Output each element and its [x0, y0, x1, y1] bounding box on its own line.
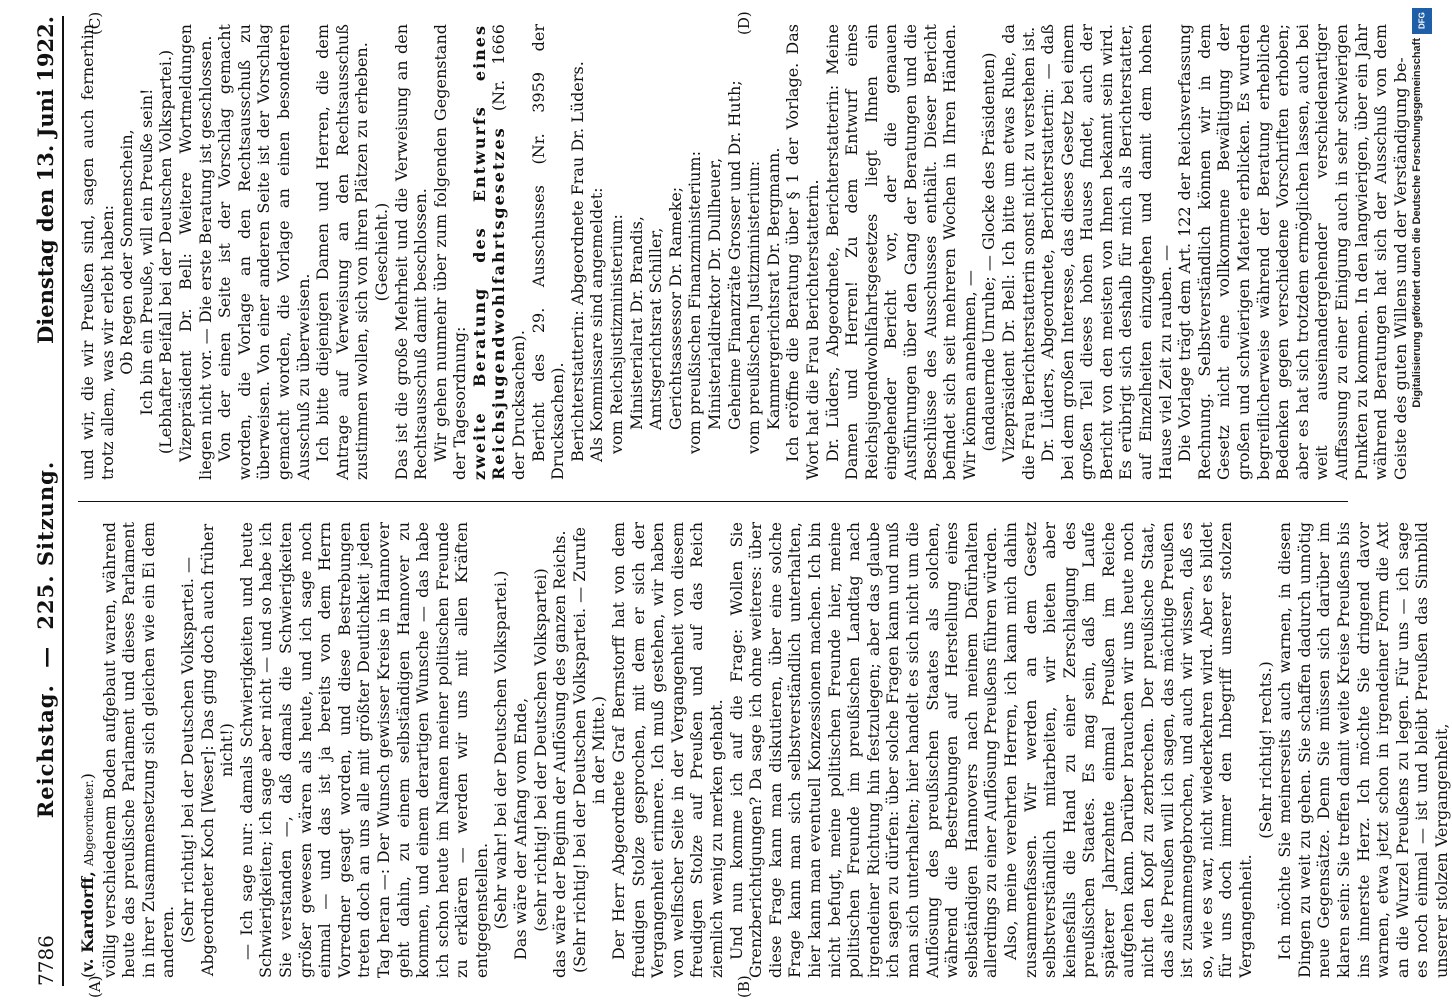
margin-marker-c: (C)	[86, 11, 104, 35]
digitization-credit	[1405, 8, 1429, 992]
margin-marker-b: (B)	[735, 975, 753, 998]
commissioner-line: Geheime Finanzräte Grosser und Dr. Huth;	[724, 80, 744, 430]
margin-marker-d: (D)	[735, 11, 753, 35]
commissioner-line: Amtsgerichtsrat Schiller,	[646, 227, 666, 430]
header-title: Reichstag. — 225. Sitzung.	[33, 460, 58, 819]
left-column	[78, 522, 1451, 978]
paragraph: Dr. Lüders, Abgeordnete, Berichterstatterin: — daß bei dem großen Interesse, das dieses Gesetz bei einem großen Teil dieses hohen Hauses findet, auch der Bericht von den meisten von Ihnen bekannt sein wird. Es erübrigt sich deshalb für mich als Berichterstatter, auf Einzelheiten einzugehen und damit dem hohen Hause viel Zeit zu rauben. —	[1038, 24, 1175, 480]
commissioner-line: Kammergerichtsrat Dr. Bergmann.	[763, 147, 783, 430]
paragraph: Als Kommissare sind angemeldet:	[587, 187, 607, 462]
paragraph: das wäre der Beginn der Auflösung des ganzen Reichs.	[550, 530, 570, 978]
interjection: (Lebhafter Beifall bei der Deutschen Volkspartei.)	[156, 49, 176, 455]
paragraph: — Ich sage nur: damals Schwierigkeiten und heute Schwierigkeiten; ich sage aber nicht — und so habe ich Sie verstanden —, daß damals die Schwierigkeiten größer gewesen wären als heute, und ich sage noch einmal — und das ist ja bereits von dem Herrn Vorredner gesagt worden, und diese Bestrebungen treten doch an uns alle mit größter Deutlichkeit jeden Tag heran —: Der Wunsch gewisser Kreise in Hannover geht dahin, zu einem selbständigen Hannover zu kommen, und einem derartigen Wunsche — das habe ich schon heute im Namen meiner politischen Freunde zu erklären — werden wir uns mit allen Kräften entgegenstellen.	[236, 522, 491, 978]
interjection: (sehr richtig! bei der Deutschen Volkspartei)	[530, 568, 550, 932]
paragraph: Die Vorlage trägt dem Art. 122 der Reichsverfassung Rechnung. Selbstverständlich können wir in dem Gesetz nicht eine vollkommene Bewältigung der großen und schwierigen Materie erblicken. Es wurden begreiflicherweise während der Beratung erhebliche Bedenken gegen verschiedene Vorschriften erhoben; aber es hat sich trotzdem ermöglichen lassen, auch bei weit auseinandergehender verschiedenartiger Auffassung zu einer Einigung auch in sehr schwierigen Punkten zu kommen. In den langwierigen, über ein Jahr während Beratungen hat sich der Ausschuß von dem Geiste des guten Willens und der Verständigung be-	[1175, 24, 1410, 480]
paragraph: und wir, die wir Preußen sind, sagen auch fernerhin trotz allem, was wir erlebt haben:	[78, 24, 117, 480]
speaker-role: Abgeordneter.	[82, 779, 96, 867]
paragraph: völlig verschiedenem Boden aufgebaut waren, während heute das preußische Parlament und dieses Parlament in ihrer Zusammensetzung sich gleichen wie ein Ei dem anderen.	[99, 522, 178, 978]
commissioner-line: vom preußischen Justizministerium:	[744, 160, 764, 454]
right-column	[78, 24, 1410, 480]
interjection: (Geschieht.)	[371, 202, 391, 302]
interjection: (Sehr wahr! bei der Deutschen Volkspartei.)	[491, 570, 511, 930]
paragraph: Und nun komme ich auf die Frage: Wollen Sie Grenzberichtigungen? Da sage ich ohne weiteres: über diese Frage kann man diskutieren, über eine solche Frage kann man sich selbstverständlich unterhalten, hier kann man eventuell Konzessionen machen. Ich bin nicht befugt, meine politischen Freunde hier, meine politischen Freunde im preußischen Landtag nach irgendeiner Richtung hin festzulegen; aber das glaube ich sagen zu dürfen: über solche Fragen kann und muß man sich unterhalten; hier handelt es sich nicht um die Auflösung des preußischen Staates als solchen, während die Bestrebungen auf Herstellung eines selbständigen Hannovers nach meinem Dafürhalten allerdings zu einer Auflösung Preußens führen würden.	[726, 522, 1001, 978]
paragraph: Wir gehen nunmehr über zum folgenden Gegenstand der Tagesordnung:	[430, 24, 470, 480]
paragraph: Ich möchte Sie meinerseits auch warnen, in diesen Dingen zu weit zu gehen. Sie schaffen dadurch unnötig neue Gegensätze. Denn Sie müssen sich darüber im klaren sein: Sie treffen damit weite Kreise Preußens bis ins innerste Herz. Ich möchte Sie dringend davor warnen, etwa jetzt schon in irgendeiner Form die Axt an die Wurzel Preußens zu legen. Für uns — ich sage es noch einmal — ist und bleibt Preußen das Sinnbild unserer stolzen Vergangenheit,	[1275, 522, 1451, 978]
agenda-reference: (Nr. 1666 der Drucksachen).	[489, 24, 529, 480]
margin-marker-a: (A)	[86, 975, 104, 998]
paragraph: Vizepräsident Dr. Bell: Ich bitte um etwas Ruhe, da die Frau Berichterstatterin sonst nicht zu verstehen ist.	[998, 24, 1038, 480]
commissioner-line: Ministerialdirektor Dr. Dullheuer,	[705, 157, 724, 430]
paragraph: Bericht des 29. Ausschusses (Nr. 3959 der Drucksachen).	[528, 24, 568, 480]
agenda-title: zweite Beratung des Entwurfs eines Reichsjugendwohlfahrtsgesetzes	[469, 24, 509, 480]
session-date: Dienstag den 13. Juni 1922.	[33, 16, 58, 344]
agenda-item	[470, 24, 529, 480]
paragraph: Der Herr Abgeordnete Graf Bernstorff hat von dem freudigen Stolze gesprochen, mit dem er sich der Vergangenheit erinnere. Ich muß gestehen, wir haben von welfischer Seite in der Vergangenheit von diesem freudigen Stolze auf Preußen und auf das Reich ziemlich wenig zu merken gehabt.	[609, 522, 726, 978]
paragraph: Berichterstatterin: Abgeordnete Frau Dr. Lüders.	[567, 61, 587, 462]
paragraph: Also, meine verehrten Herren, ich kann mich dahin zusammenfassen. Wir werden an dem Gesetz selbstverständlich mitarbeiten, wir bieten aber keinesfalls die Hand zu einer Zerschlagung des preußischen Staates. Es mag sein, daß im Laufe späterer Jahrzehnte einmal Preußen im Reiche aufgehen kann. Darüber brauchen wir uns heute noch nicht den Kopf zu zerbrechen. Der preußische Staat, das alte Preußen will ich sagen, das mächtige Preußen ist zusammengebrochen, und auch wir wissen, daß es so, wie es war, nicht wiederkehren wird. Aber es bildet für uns doch immer den Inbegriff unserer stolzen Vergangenheit.	[1000, 522, 1256, 978]
paragraph: Dr. Lüders, Abgeordnete, Berichterstatterin: Meine Damen und Herren! Zu dem Entwurf eines Reichsjugendwohlfahrtsgesetzes liegt Ihnen ein eingehender Bericht vor, der die genauen Ausführungen über den Gang der Beratungen und die Beschlüsse des Ausschusses enthält. Dieser Bericht befindet sich seit mehreren Wochen in Ihren Händen. Wir können annehmen, —	[822, 24, 979, 480]
speaker-line: (v. Kardorff, Abgeordneter.)	[78, 773, 97, 978]
paragraph: Das ist die große Mehrheit und die Verweisung an den Rechtsausschuß damit beschlossen.	[391, 24, 431, 480]
paragraph: Ich bitte diejenigen Damen und Herren, die dem Antrage auf Verweisung an den Rechtsausschuß zustimmen wollen, sich von ihren Plätzen zu erheben.	[313, 24, 372, 480]
interjection: (Sehr richtig! rechts.)	[1255, 661, 1275, 839]
commissioner-line: vom preußischen Finanzministerium:	[685, 151, 705, 454]
interjection: (andauernde Unruhe; — Glocke des Präsidenten)	[979, 52, 999, 452]
commissioner-line: Gerichtsassessor Dr. Rameke;	[665, 186, 685, 430]
page-number: 7786	[34, 935, 58, 986]
publication-name: Reichstag.	[33, 684, 58, 819]
credit-text: Digitalisierung gefördert durch die Deutsche Forschungsgemeinschaft	[1411, 38, 1423, 408]
commissioner-line: Ministerialrat Dr. Brandis,	[626, 216, 646, 430]
verse-line: Ich bin ein Preuße, will ein Preuße sein!	[136, 88, 156, 416]
interjection: (Sehr richtig! bei der Deutschen Volkspartei. — Abgeordneter Koch [Weser]: Das ging doch auch früher nicht!)	[177, 523, 237, 977]
dfg-logo: DFG	[1412, 8, 1432, 34]
page-header	[20, 16, 64, 986]
paragraph: Vizepräsident Dr. Bell: Weitere Wortmeldungen liegen nicht vor. — Die erste Beratung ist geschlossen.	[175, 24, 215, 480]
paragraph: Das wäre der Anfang vom Ende,	[511, 697, 531, 960]
commissioner-line: vom Reichsjustizministerium:	[607, 214, 627, 454]
speaker-name: v. Kardorff,	[78, 871, 97, 972]
interjection: (Sehr richtig! bei der Deutschen Volkspartei. — Zurufe in der Mitte.)	[569, 527, 609, 973]
paragraph: Ich eröffne die Beratung über § 1 der Vorlage. Das Wort hat die Frau Berichterstatterin.	[783, 24, 822, 480]
paragraph: Von der einen Seite ist der Vorschlag gemacht worden, die Vorlage an den Rechtsausschuß zu überweisen. Von einer anderen Seite ist der Vorschlag gemacht worden, die Vorlage an einen besonderen Ausschuß zu überweisen.	[215, 24, 313, 480]
verse-line: Ob Regen oder Sonnenschein,	[117, 129, 137, 375]
column-divider	[78, 501, 1348, 502]
session-number: 225. Sitzung.	[33, 460, 58, 630]
